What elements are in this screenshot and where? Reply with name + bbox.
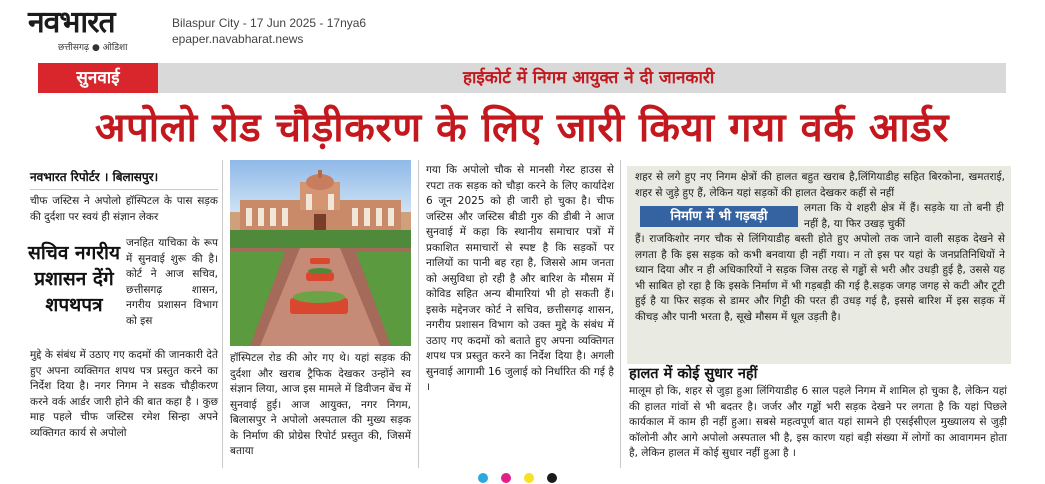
col2-text: हॉस्पिटल रोड की ओर गए थे। यहां सड़क की दुर्दशा और खराब ट्रैफिक देखकर उन्होंने स्व संज्ञान लिया, आज इस मामले में डिवीजन बेंच में सुनवाई हुई। आज आयुक्त, नगर निगम, बिलासपुर ने अपोलो अस्पताल की मुख्य सड़क के निर्माण की प्रोग्रेस रिपोर्ट प्रस्तुत की, जिसमें बताया — [230, 352, 411, 457]
black-mark — [547, 473, 557, 483]
cyan-mark — [478, 473, 488, 483]
box-body-text: हैं। राजकिशोर नगर चौक से लिंगियाडीह बस्ती होते हुए अपोलो तक जाने वाली सड़क देखने से लगता है कि इस सड़क को कभी बनवाया ही नहीं गया। न तो इस पर यहां के जनप्रतिनिधियों ने ध्यान दिया और न ही अधिकारियों ने सड़क जिस तरह से गड्ढों से भरी और उधड़ी हुई है, उससे यह भी साबित हो रहा है कि इसके निर्माण में भी गड़बड़ी की गई है.सड़क जगह जगह से कटी और टूटी हुई है या फिर सड़क से डामर और गिट्टी की परत ही उधड़ गई है, इससे बारिश में इस सड़क में कीचड़ और पानी भरता है, सूखे मौसम में धूल उड़ती है। — [635, 233, 1005, 323]
col1-side-text: जनहित याचिका के रूप में सुनवाई शुरू की है। कोर्ट ने आज सचिव, छत्तीसगढ़ शासन, नगरीय प्रशासन विभाग को इस — [126, 237, 218, 327]
high-court-photo — [230, 160, 411, 346]
box-intro-text: शहर से लगे हुए नए निगम क्षेत्रों की हालत बहुत खराब है,लिंगियाडीह सहित बिरकोना, खमतराई, शहर से जुड़े हुए हैं, लेकिन यहां सड़कों की हालत देखकर कहीं से नहीं — [635, 171, 1005, 199]
col1-top-text: चीफ जस्टिस ने अपोलो हॉस्पिटल के पास सड़क की दुर्दशा पर स्वयं ही संज्ञान लेकर — [30, 195, 218, 223]
column-divider — [418, 160, 419, 468]
print-registration-marks — [478, 473, 568, 484]
edition-info — [172, 15, 366, 47]
byline: नवभारत रिपोर्टर । बिलासपुर। — [30, 170, 159, 184]
box-side-text: लगता कि ये शहरी क्षेत्र में हैं। सड़के या तो बनी ही नहीं है, या फिर उखड़ चुकीं — [804, 202, 1004, 230]
col1-bottom-text: मुद्दे के संबंध में उठाए गए कदमों की जानकारी देते हुए अपना व्यक्तिगत शपथ पत्र प्रस्तुत करने का निर्देश दिया है। नगर निगम ने सडक चौड़ीकरण करने वर्क आर्डर जारी होने की बात कहा है । कुछ माह पहले चीफ जस्टिस रमेश सिन्हा अपने व्यक्तिगत कार्य से अपोलो — [30, 349, 218, 439]
main-headline: अपोलो रोड चौड़ीकरण के लिए जारी किया गया वर्क आर्डर — [95, 105, 949, 151]
column-divider — [222, 160, 223, 468]
kicker-bar — [38, 63, 1006, 93]
kicker-headline: हाईकोर्ट में निगम आयुक्त ने दी जानकारी — [463, 68, 715, 88]
col4-bottom-text: मालूम हो कि, शहर से जुड़ा हुआ लिंगियाडीह 6 साल पहले निगम में शामिल हो चुका है, लेकिन यहां की हालत गांवों से भी बदतर है। जर्जर और गड्ढों भरी सड़क देखने पर लगता है कि यहां पिछले कार्यकाल में काम ही नहीं हुआ। सबसे महत्वपूर्ण बात यहां सामने ही एसईसीएल मुख्यालय से जुड़ी कॉलोनी और आगे अपोलो अस्पताल भी है, इस कारण यहां बड़ी संख्या में लोगों का आवागमन होता है, लेकिन हालत में कोई सुधार नहीं हुआ है । — [629, 385, 1007, 459]
magenta-mark — [501, 473, 511, 483]
section-tag: सुनवाई — [38, 63, 158, 93]
masthead — [0, 0, 1045, 56]
edition-line: Bilaspur City - 17 Jun 2025 - 17nya6 — [172, 16, 367, 30]
court-building-illustration — [230, 160, 411, 346]
yellow-mark — [524, 473, 534, 483]
logo-wordmark: नवभारत — [28, 5, 115, 40]
pull-quote: सचिव नगरीय प्रशासन देंगे शपथपत्र — [28, 242, 120, 316]
box-subhead: निर्माण में भी गड़बड़ी — [640, 206, 798, 227]
section-subhead: हालत में कोई सुधार नहीं — [629, 366, 758, 382]
col3-text: गया कि अपोलो चौक से मानसी गेस्ट हाउस से रपटा तक सड़क को चौड़ा करने के लिए कार्यादेश 6 जून 2025 को ही जारी हो चुका है। चीफ जस्टिस और जस्टिस बीडी गुरु की डीबी ने आज सुनवाई में कहा कि स्थानीय समाचार पत्रों में प्रकाशित समाचारों से स्पष्ट है कि सड़कों पर नालियों का पानी बह रहा है, जिससे आम जनता को असुविधा हो रही है और बारिश के मौसम में कोविड सहित अन्य बीमारियां भी हो सकती हैं। इसके मद्देनजर कोर्ट ने सचिव, छत्तीसगढ़ शासन, नगरीय प्रशासन विभाग को उक्त मुद्दे के संबंध में उठाए गए कदमों को बताते हुए अपना व्यक्तिगत शपथ पत्र प्रस्तुत करने का निर्देश दिया है। अगली सुनवाई आगामी 16 जुलाई को निर्धारित की गई है । — [426, 164, 614, 393]
byline-divider — [30, 189, 218, 190]
newspaper-logo — [28, 5, 162, 54]
epaper-url: epaper.navabharat.news — [172, 32, 304, 46]
column-divider — [620, 160, 621, 468]
logo-subtitle: छत्तीसगढ़ ● ओडिशा — [58, 43, 128, 53]
